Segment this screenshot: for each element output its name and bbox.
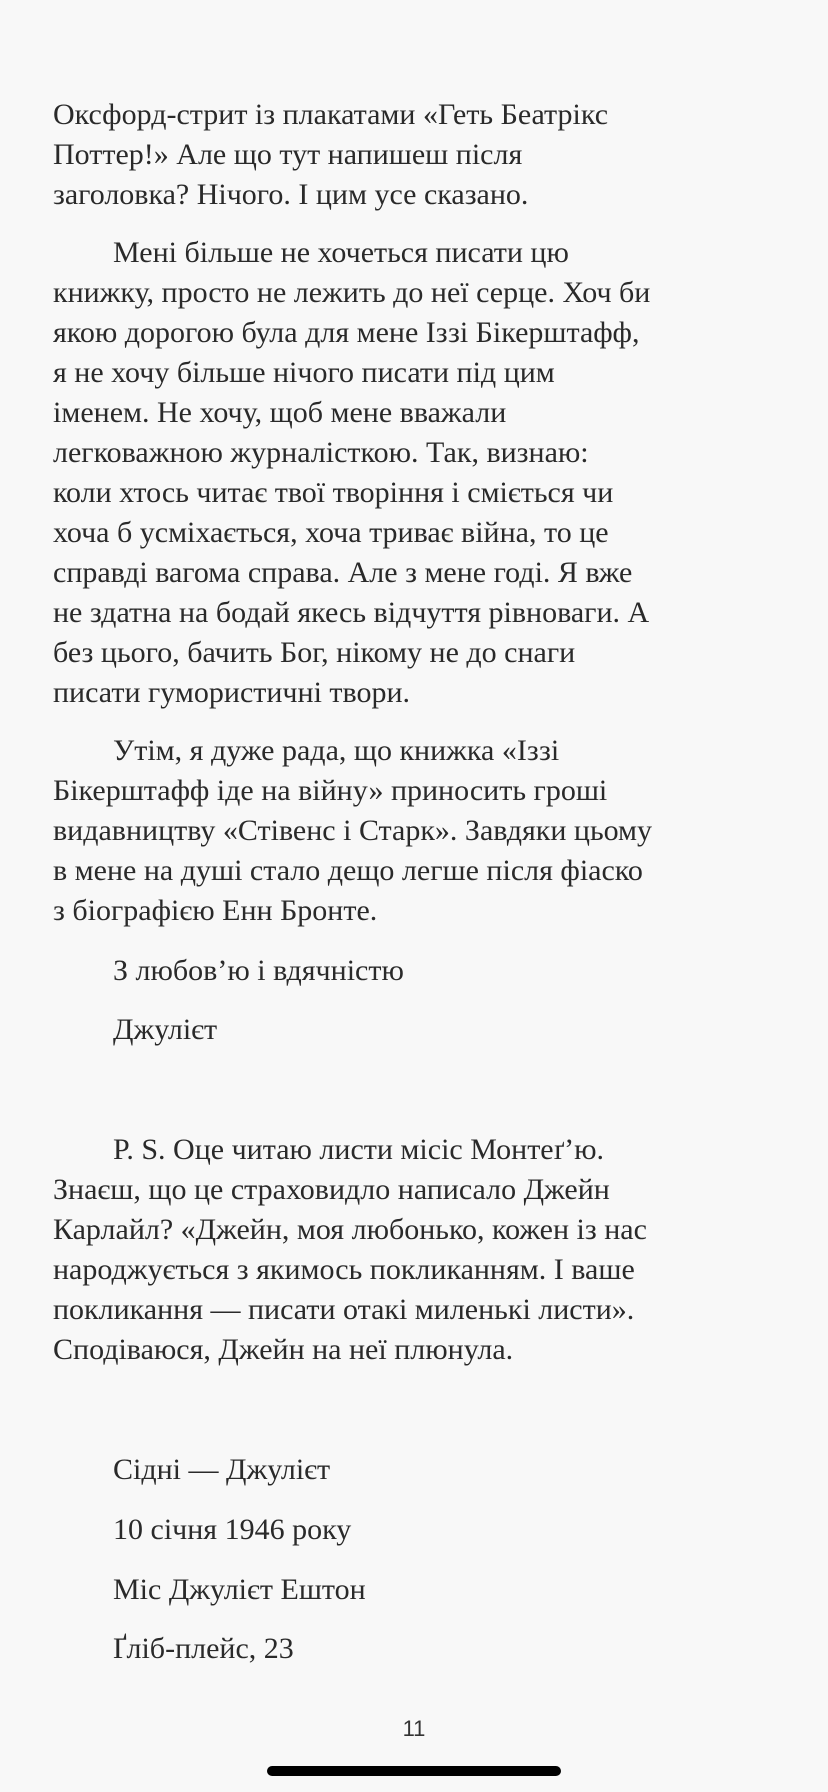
paragraph	[53, 1130, 793, 1370]
text-line: з біографією Енн Бронте.	[53, 894, 378, 927]
text-line: Поттер!» Але що тут напишеш після	[53, 138, 523, 171]
text-line: З любов’ю і вдячністю	[113, 954, 404, 987]
text-line: Карлайл? «Джейн, моя любонько, кожен із нас	[53, 1213, 647, 1246]
text-line: Джулієт	[113, 1013, 218, 1046]
text-line: Ґліб-плейс, 23	[113, 1632, 294, 1665]
text-line: писати гумористичні твори.	[53, 676, 411, 709]
text-line: покликання — писати отакі миленькі листи».	[53, 1293, 635, 1326]
text-line: без цього, бачить Бог, нікому не до снаги	[53, 636, 576, 669]
text-line: коли хтось читає твої творіння і сміється чи	[53, 476, 614, 509]
text-line: Утім, я дуже рада, що книжка «Іззі	[113, 734, 560, 767]
text-line: я не хочу більше нічого писати під цим	[53, 356, 555, 389]
paragraph	[53, 1629, 793, 1669]
text-line: видавництву «Стівенс і Старк». Завдяки цьому	[53, 814, 653, 847]
text-line: Оксфорд-стрит із плакатами «Геть Беатрікс	[53, 98, 609, 131]
paragraph	[53, 1450, 793, 1490]
text-line: хоча б усміхається, хоча триває війна, то це	[53, 516, 609, 549]
text-line: книжку, просто не лежить до неї серце. Хоч би	[53, 276, 651, 309]
text-line: 10 січня 1946 року	[113, 1513, 352, 1546]
home-indicator[interactable]	[267, 1766, 561, 1776]
text-line: якою дорогою була для мене Іззі Бікерштафф,	[53, 316, 640, 349]
paragraph	[53, 1510, 793, 1550]
text-line: Бікерштафф іде на війну» приносить гроші	[53, 774, 608, 807]
text-line: легковажною журналісткою. Так, визнаю:	[53, 436, 589, 469]
page-number: 11	[402, 1716, 426, 1741]
text-line: народжується з якимось покликанням. І ваше	[53, 1253, 635, 1286]
text-line: Сідні — Джулієт	[113, 1453, 331, 1486]
paragraph	[53, 95, 793, 215]
text-line: Знаєш, що це страховидло написало Джейн	[53, 1173, 610, 1206]
paragraph	[53, 731, 793, 931]
text-line: не здатна на бодай якесь відчуття рівноваги. А	[53, 596, 650, 629]
text-line: іменем. Не хочу, щоб мене вважали	[53, 396, 507, 429]
text-line: заголовка? Нічого. І цим усе сказано.	[53, 178, 529, 211]
text-line: справді вагома справа. Але з мене годі. Я вже	[53, 556, 633, 589]
paragraph	[53, 233, 793, 713]
text-line: Сподіваюся, Джейн на неї плюнула.	[53, 1333, 514, 1366]
text-line: в мене на душі стало дещо легше після фіаско	[53, 854, 643, 887]
paragraph	[53, 1010, 793, 1050]
text-line: Мені більше не хочеться писати цю	[113, 236, 569, 269]
paragraph	[53, 951, 793, 991]
paragraph	[53, 1570, 793, 1610]
text-line: Міс Джулієт Ештон	[113, 1573, 366, 1606]
text-line: P. S. Оце читаю листи місіс Монтеґ’ю.	[113, 1133, 605, 1166]
